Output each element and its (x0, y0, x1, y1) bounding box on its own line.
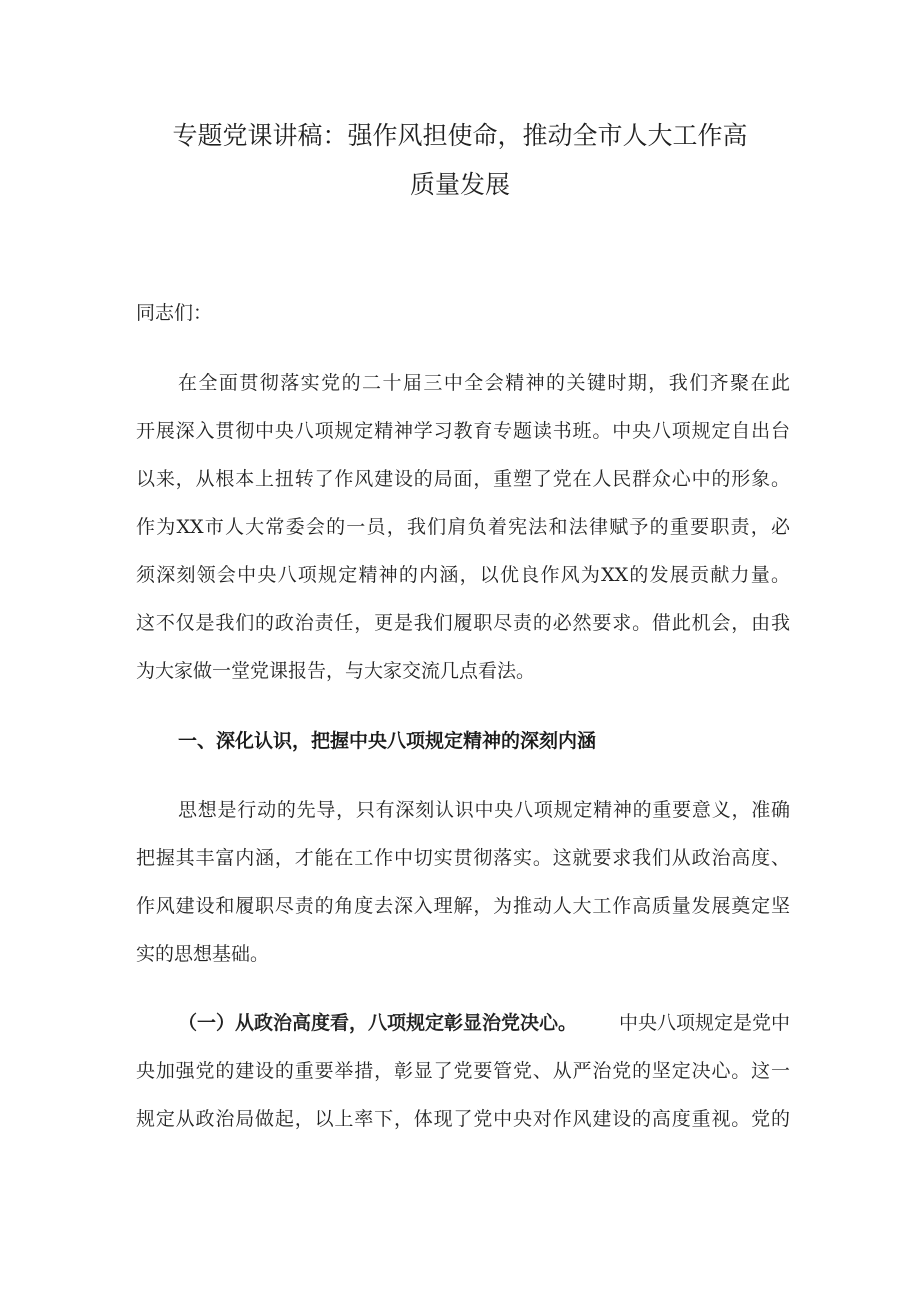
paragraph-1-line-6: 这不仅是我们的政治责任，更是我们履职尽责的必然要求。借此机会，由我 (136, 612, 790, 634)
paragraph-2-line-3: 作风建设和履职尽责的角度去深入理解，为推动人大工作高质量发展奠定坚 (136, 895, 790, 917)
paragraph-2-line-4: 实的思想基础。 (136, 943, 270, 965)
paragraph-1-line-7: 为大家做一堂党课报告，与大家交流几点看法。 (136, 660, 536, 682)
section-1-heading: 一、深化认识，把握中央八项规定精神的深刻内涵 (178, 730, 597, 752)
subsection-1-heading: （一）从政治高度看，八项规定彰显治党决心。 (178, 1012, 578, 1034)
subsection-1-first-line (178, 1010, 790, 1036)
paragraph-1-line-4: 作为XX市人大常委会的一员，我们肩负着宪法和法律赋予的重要职责，必 (136, 516, 790, 538)
paragraph-1-line-5: 须深刻领会中央八项规定精神的内涵，以优良作风为XX的发展贡献力量。 (136, 564, 790, 586)
subsection-1-text-start: 中央八项规定是党中 (618, 1012, 790, 1034)
paragraph-3-line-1: 央加强党的建设的重要举措，彰显了党要管党、从严治党的坚定决心。这一 (136, 1060, 790, 1082)
salutation: 同志们： (136, 302, 213, 324)
document-title-line-2: 质量发展 (409, 170, 510, 199)
paragraph-2-line-2: 把握其丰富内涵，才能在工作中切实贯彻落实。这就要求我们从政治高度、 (136, 847, 790, 869)
paragraph-2-line-1: 思想是行动的先导，只有深刻认识中央八项规定精神的重要意义，准确 (178, 799, 790, 821)
document-title-line-1: 专题党课讲稿：强作风担使命，推动全市人大工作高 (172, 121, 748, 150)
paragraph-1-line-2: 开展深入贯彻中央八项规定精神学习教育专题读书班。中央八项规定自出台 (136, 420, 790, 442)
paragraph-1-line-1: 在全面贯彻落实党的二十届三中全会精神的关键时期，我们齐聚在此 (178, 372, 790, 394)
paragraph-3-line-2: 规定从政治局做起，以上率下，体现了党中央对作风建设的高度重视。党的 (136, 1108, 790, 1130)
paragraph-1-line-3: 以来，从根本上扭转了作风建设的局面，重塑了党在人民群众心中的形象。 (136, 468, 790, 490)
